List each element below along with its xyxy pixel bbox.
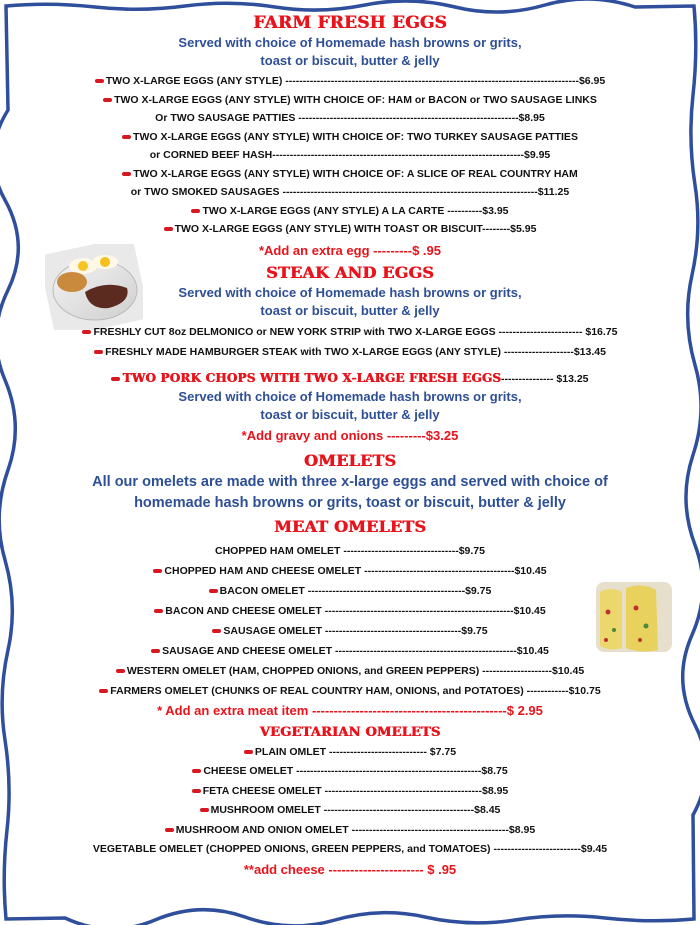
menu-item: SAUSAGE AND CHEESE OMELET ----------------------------------------------------$10.45 — [14, 641, 686, 661]
bullet-icon — [116, 669, 125, 673]
pork-sub-2: toast or biscuit, butter & jelly — [260, 406, 440, 422]
menu-item: VEGETABLE OMELET (CHOPPED ONIONS, GREEN PEPPERS, and TOMATOES) -------------------------$9.45 — [92, 843, 608, 855]
menu-item: TWO X-LARGE EGGS (ANY STYLE) WITH CHOICE OF: A SLICE OF REAL COUNTRY HAM — [14, 165, 686, 184]
pork-chops-title: TWO PORK CHOPS WITH TWO X-LARGE FRESH EGGS — [122, 370, 502, 385]
menu-item: CHOPPED HAM OMELET ---------------------------------$9.75 — [214, 544, 485, 557]
gravy-note: *Add gravy and onions ---------$3.25 — [241, 427, 459, 443]
bullet-icon — [192, 769, 201, 773]
add-cheese-note: **add cheese ---------------------- $ .95 — [243, 861, 457, 877]
bullet-icon — [111, 377, 120, 381]
bullet-icon — [192, 789, 201, 793]
menu-item: MUSHROOM AND ONION OMELET ---------------------------------------------$8.95 — [14, 821, 686, 841]
menu-item-continued: or CORNED BEEF HASH------------------------------------------------------------------------$9.95 — [149, 149, 551, 161]
bullet-icon — [99, 689, 108, 693]
menu-item: FRESHLY CUT 8oz DELMONICO or NEW YORK STRIP with TWO X-LARGE EGGS ------------------------ $16.75 — [14, 322, 686, 342]
menu-item: TWO X-LARGE EGGS (ANY STYLE) WITH CHOICE OF: TWO TURKEY SAUSAGE PATTIES — [14, 128, 686, 147]
extra-meat-note: * Add an extra meat item ---------------------------------------------$ 2.95 — [157, 702, 543, 718]
menu-item: TWO X-LARGE EGGS (ANY STYLE) WITH CHOICE OF: HAM or BACON or TWO SAUSAGE LINKS — [14, 91, 686, 110]
bullet-icon — [122, 135, 131, 139]
vegetarian-omelets-heading: VEGETARIAN OMELETS — [259, 724, 441, 740]
menu-item: SAUSAGE OMELET ---------------------------------------$9.75 — [14, 621, 686, 641]
bullet-icon — [122, 172, 131, 176]
bullet-icon — [82, 330, 91, 334]
menu-item: TWO X-LARGE EGGS (ANY STYLE) A LA CARTE ----------$3.95 — [14, 202, 686, 221]
bullet-icon — [95, 79, 104, 83]
bullet-icon — [209, 589, 218, 593]
pork-chops-price: --------------- $13.25 — [501, 372, 589, 385]
bullet-icon — [191, 209, 200, 213]
bullet-icon — [212, 629, 221, 633]
farm-fresh-sub-2: toast or biscuit, butter & jelly — [260, 53, 440, 68]
menu-item: PLAIN OMLET ---------------------------- $7.75 — [14, 743, 686, 763]
menu-item-continued: or TWO SMOKED SAUSAGES -------------------------------------------------------------------------$11.25 — [130, 186, 570, 198]
farm-fresh-eggs-heading: FARM FRESH EGGS — [253, 13, 447, 33]
pork-chops-item — [14, 369, 686, 388]
menu-item: CHEESE OMELET -----------------------------------------------------$8.75 — [14, 762, 686, 782]
pork-sub-1: Served with choice of Homemade hash browns or grits, — [178, 388, 522, 404]
steak-and-eggs-heading: STEAK AND EGGS — [266, 262, 434, 282]
menu-item: FETA CHEESE OMELET ---------------------------------------------$8.95 — [14, 782, 686, 802]
extra-egg-note: *Add an extra egg ---------$ .95 — [258, 242, 441, 258]
bullet-icon — [165, 828, 174, 832]
menu-item: WESTERN OMELET (HAM, CHOPPED ONIONS, and GREEN PEPPERS) --------------------$10.45 — [14, 661, 686, 681]
menu-item: BACON OMELET ---------------------------------------------$9.75 — [14, 581, 686, 601]
farm-fresh-sub-1: Served with choice of Homemade hash browns or grits, — [178, 35, 522, 50]
steak-sub-1: Served with choice of Homemade hash browns or grits, — [178, 284, 522, 300]
menu-item: FRESHLY MADE HAMBURGER STEAK with TWO X-LARGE EGGS (ANY STYLE) --------------------$13.45 — [14, 342, 686, 362]
menu-item: MUSHROOM OMELET -------------------------------------------$8.45 — [14, 801, 686, 821]
bullet-icon — [200, 808, 209, 812]
menu-item: CHOPPED HAM AND CHEESE OMELET -------------------------------------------$10.45 — [14, 561, 686, 581]
bullet-icon — [103, 98, 112, 102]
omelets-desc-2: homemade hash browns or grits, toast or biscuit, butter & jelly — [134, 494, 566, 511]
menu-item-continued: Or TWO SAUSAGE PATTIES ---------------------------------------------------------------$8.95 — [155, 112, 545, 124]
meat-omelets-heading: MEAT OMELETS — [273, 516, 427, 536]
bullet-icon — [154, 609, 163, 613]
menu-item: FARMERS OMELET (CHUNKS OF REAL COUNTRY HAM, ONIONS, and POTATOES) ------------$10.75 — [14, 681, 686, 701]
menu-item: TWO X-LARGE EGGS (ANY STYLE) ------------------------------------------------------------------------------------$6.95 — [14, 72, 686, 91]
bullet-icon — [151, 649, 160, 653]
menu-item: TWO X-LARGE EGGS (ANY STYLE) WITH TOAST OR BISCUIT--------$5.95 — [14, 220, 686, 239]
omelets-desc-1: All our omelets are made with three x-large eggs and served with choice of — [92, 473, 608, 490]
menu-item: BACON AND CHEESE OMELET ------------------------------------------------------$10.45 — [14, 601, 686, 621]
bullet-icon — [153, 569, 162, 573]
bullet-icon — [244, 750, 253, 754]
omelets-heading: OMELETS — [303, 450, 397, 470]
steak-sub-2: toast or biscuit, butter & jelly — [260, 302, 440, 318]
bullet-icon — [94, 350, 103, 354]
menu-content — [14, 12, 686, 880]
bullet-icon — [164, 227, 173, 231]
